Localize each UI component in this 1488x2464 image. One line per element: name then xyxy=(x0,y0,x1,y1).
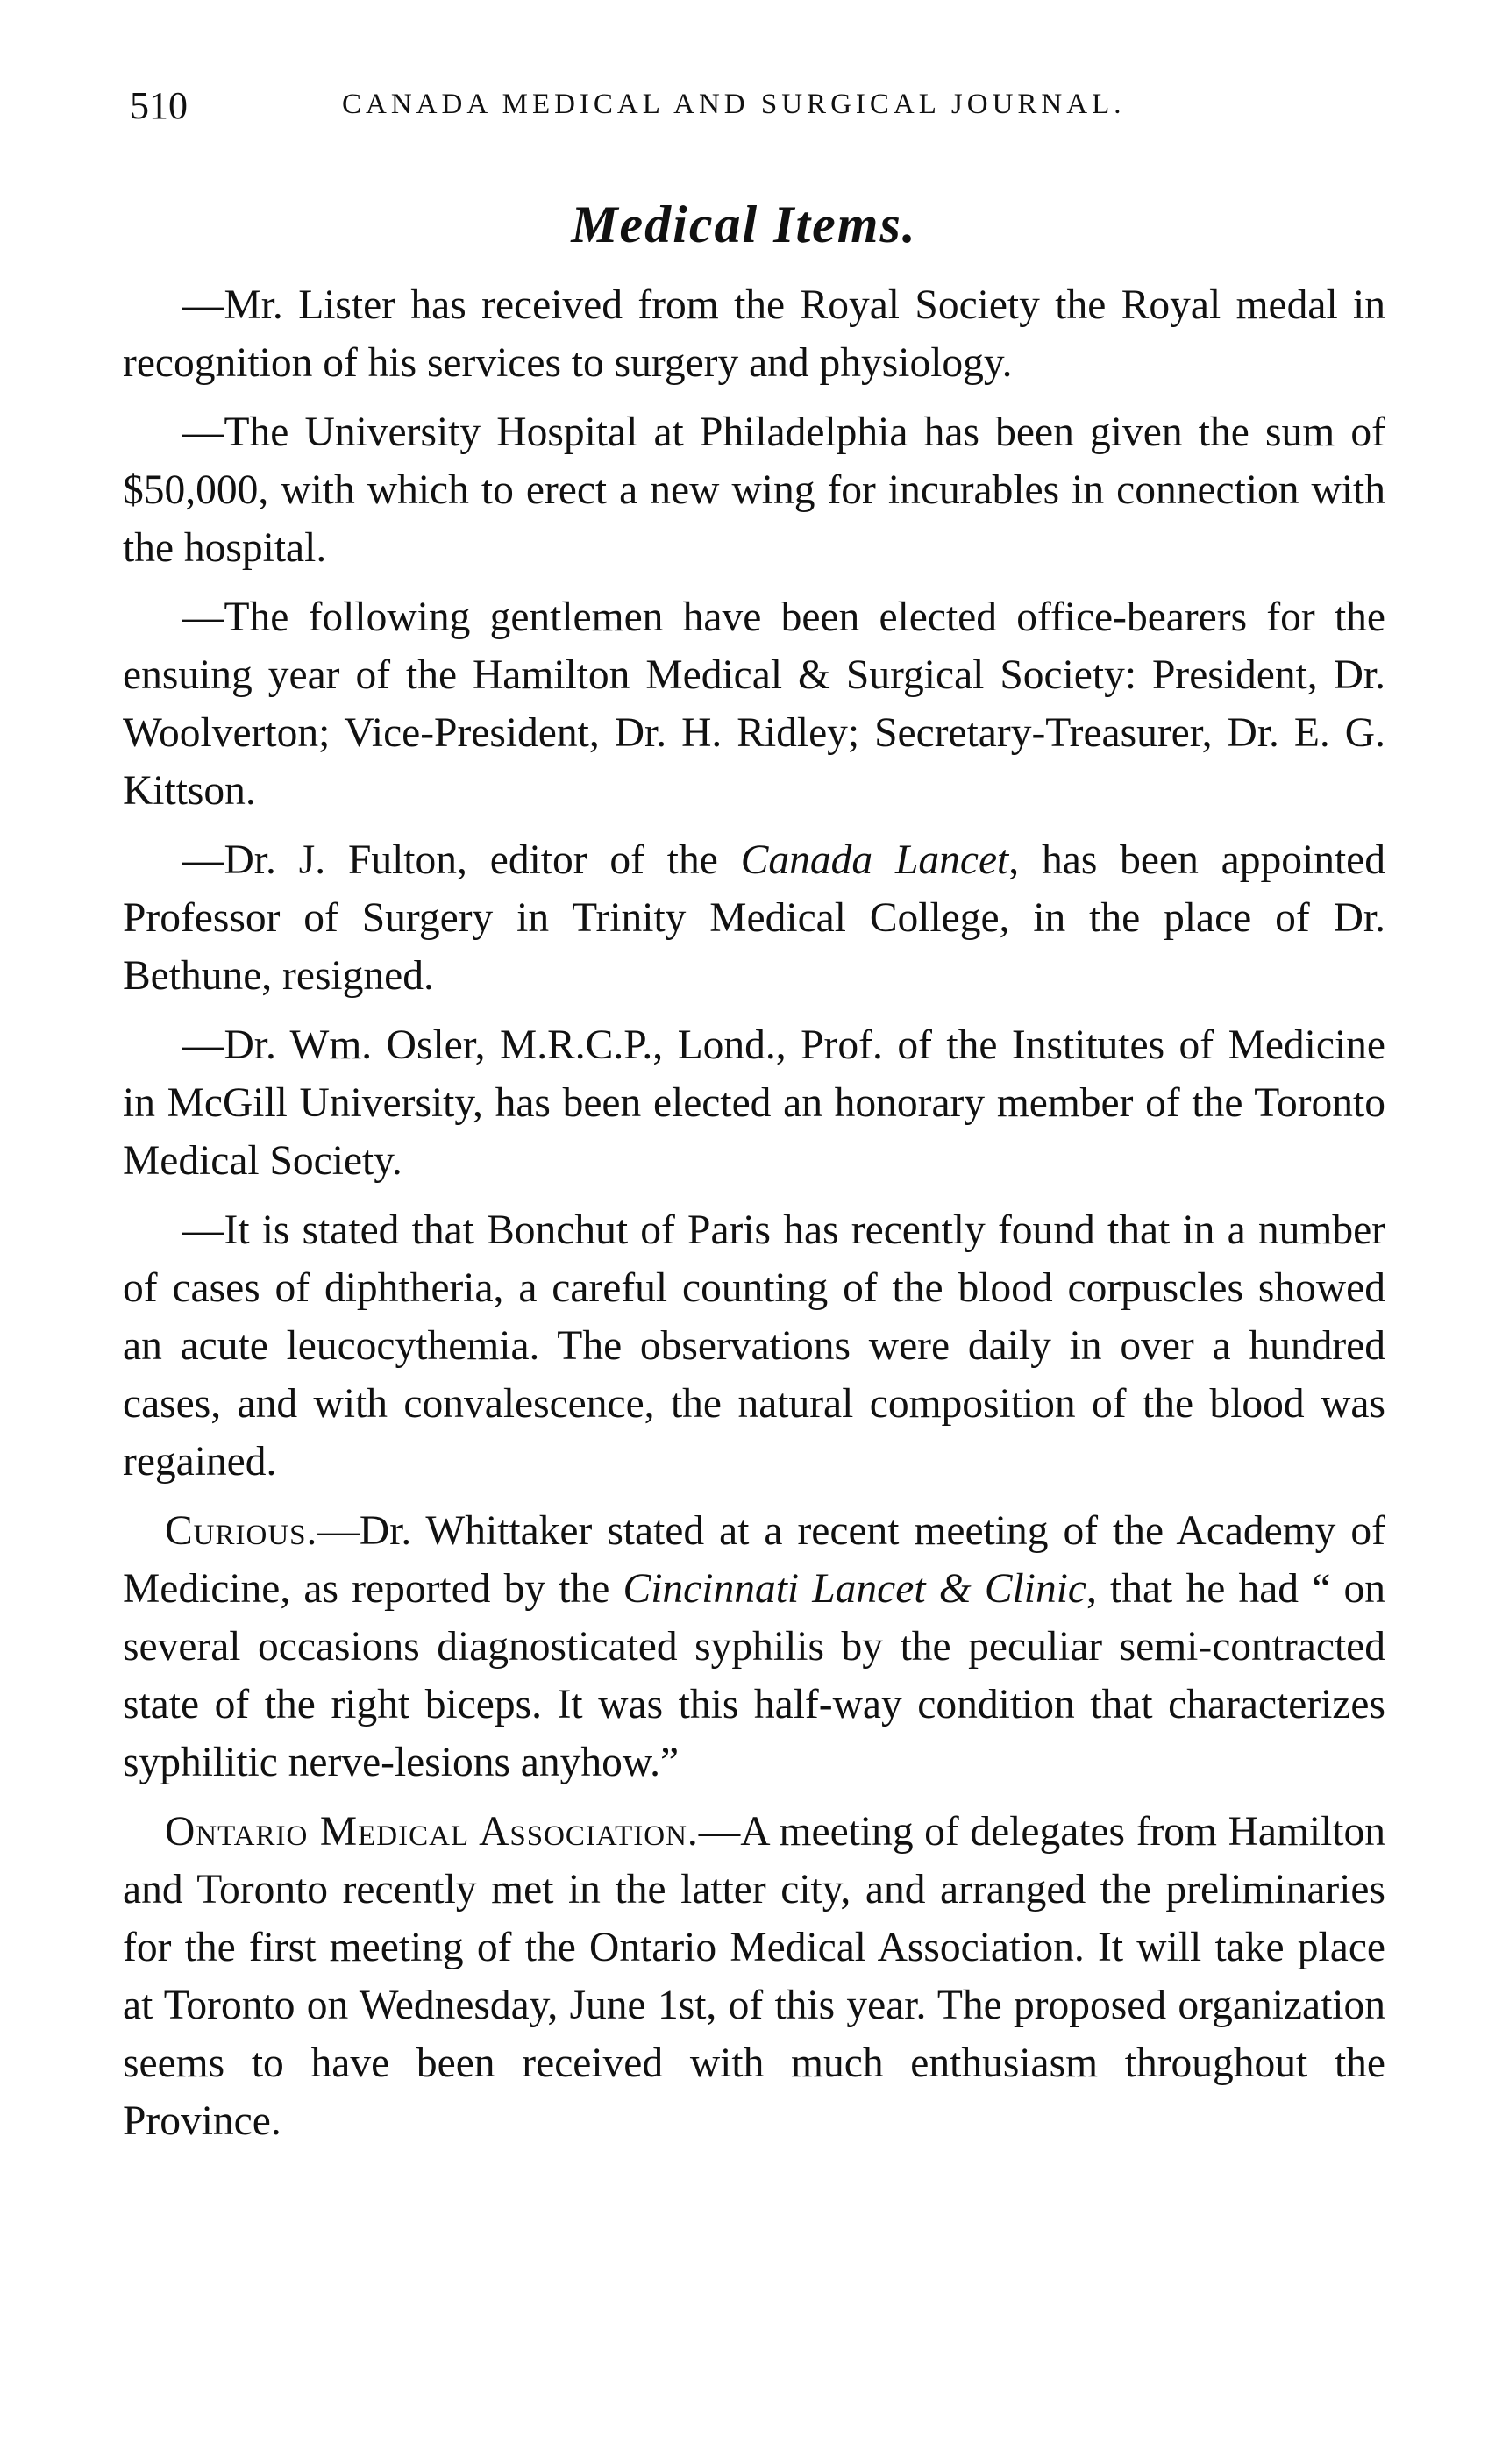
item-ontario-association xyxy=(123,1803,1385,2150)
item-philadelphia-hospital xyxy=(123,403,1385,577)
item-osler-membership xyxy=(123,1016,1385,1190)
journal-title: CANADA MEDICAL AND SURGICAL JOURNAL. xyxy=(342,89,1126,120)
article-body xyxy=(123,276,1385,2161)
item-text: —Dr. Wm. Osler, M.R.C.P., Lond., Prof. of the Institutes of Medicine in McGill University, has been elected an honorary member of the Toronto Medical Society. xyxy=(123,1022,1385,1184)
section-heading: Medical Items. xyxy=(571,196,917,253)
journal-name: Canada Lancet xyxy=(740,837,1009,883)
page-number: 510 xyxy=(130,84,188,127)
item-text: , has been appointed Professor of Surgery in Trinity Medical College, in the place of Dr. Bethune, resigned. xyxy=(123,837,1385,999)
item-lead: Ontario Medical Association. xyxy=(165,1809,699,1855)
item-fulton-appointment xyxy=(123,831,1385,1005)
item-hamilton-society xyxy=(123,588,1385,820)
item-lead: Curious. xyxy=(165,1508,318,1554)
item-text: —Mr. Lister has received from the Royal Society the Royal medal in recognition of his services to surgery and physiology. xyxy=(123,282,1385,386)
item-diphtheria-blood xyxy=(123,1201,1385,1491)
item-text: —The following gentlemen have been elected office-bearers for the ensuing year of the Hamilton Medical & Surgical Society: President, Dr. Woolverton; Vice-President, Dr. H. Ridley; Secretary-Treasurer, Dr. E. G. Kittson. xyxy=(123,595,1385,814)
item-text: , that he had “ on several occasions diagnosticated syphilis by the peculiar semi-contracted state of the right biceps. It was this half-way condition that characterizes syphilitic nerve-lesions anyhow.” xyxy=(123,1566,1385,1785)
item-text: —Dr. J. Fulton, editor of the xyxy=(182,837,741,883)
running-head xyxy=(123,83,1385,136)
item-curious-syphilis xyxy=(123,1502,1385,1791)
item-text: —Dr. Whittaker stated at a recent meeting of the Academy of Medicine, as reported by the xyxy=(123,1508,1385,1612)
item-text: —A meeting of delegates from Hamilton and Toronto recently met in the latter city, and arranged the preliminaries for the first meeting of the Ontario Medical Association. It will take place at Toronto on Wednesday, June 1st, of this year. The proposed organization seems to have been received with much enthusiasm throughout the Province. xyxy=(123,1809,1385,2144)
journal-name: Cincinnati Lancet & Clinic xyxy=(623,1566,1086,1612)
item-lister-medal xyxy=(123,276,1385,392)
item-text: —The University Hospital at Philadelphia has been given the sum of $50,000, with which to erect a new wing for incurables in connection with the hospital. xyxy=(123,409,1385,571)
item-text: —It is stated that Bonchut of Paris has recently found that in a number of cases of diphtheria, a careful counting of the blood corpuscles showed an acute leucocythemia. The observations were daily in over a hundred cases, and with convalescence, the natural composition of the blood was regained. xyxy=(123,1207,1385,1485)
